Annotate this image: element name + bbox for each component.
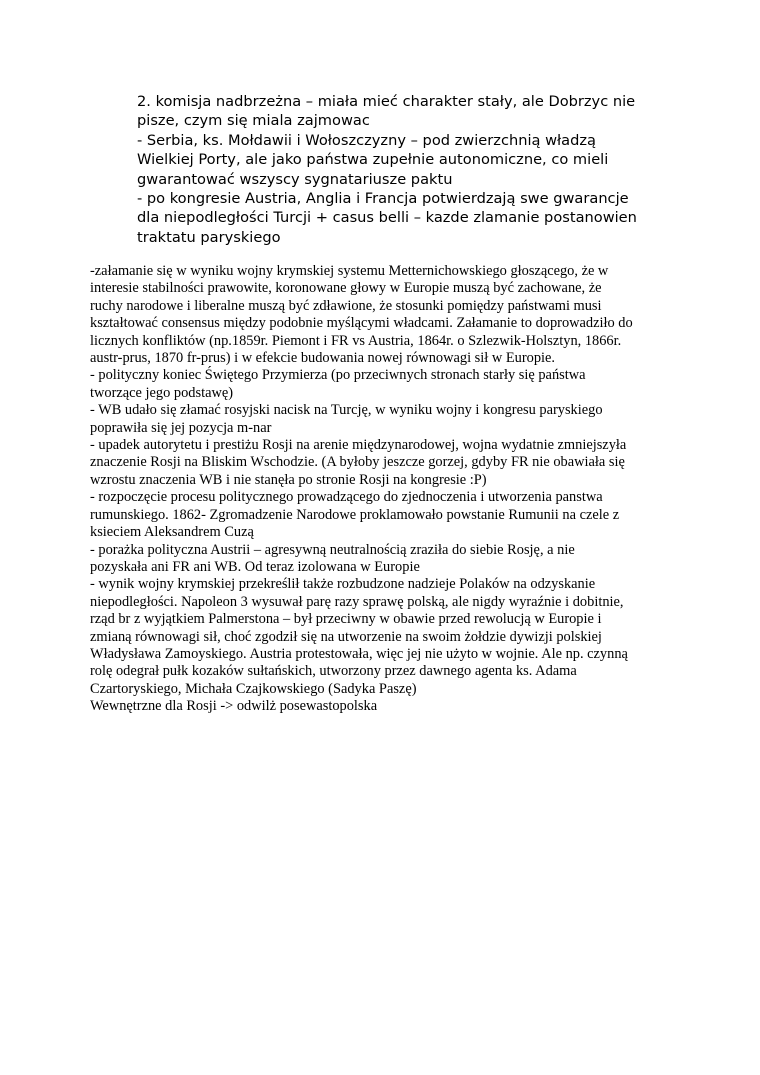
text-line: rolę odegrał pułk kozaków sułtańskich, utworzony przez dawnego agenta ks. Adama [90, 663, 577, 680]
text-line: poprawiła się jej pozycja m-nar [90, 419, 272, 436]
text-line: austr-prus, 1870 fr-prus) i w efekcie budowania nowej równowagi sił w Europie. [90, 350, 555, 367]
text-line: - WB udało się złamać rosyjski nacisk na Turcję, w wyniku wojny i kongresu paryskiego [90, 402, 603, 419]
text-line: ksieciem Aleksandrem Cuzą [90, 524, 254, 541]
text-line: tworzące jego podstawę) [90, 384, 234, 401]
text-line: znaczenie Rosji na Bliskim Wschodzie. (A byłoby jeszcze gorzej, gdyby FR nie obawiała się [90, 454, 625, 471]
text-line: -załamanie się w wyniku wojny krymskiej systemu Metternichowskiego głoszącego, że w [90, 263, 609, 279]
text-line: gwarantować wszyscy sygnatariusze paktu [137, 170, 453, 188]
text-line: - Serbia, ks. Mołdawii i Wołoszczyzny – pod zwierzchnią władzą [137, 131, 596, 149]
text-line: rumunskiego. 1862- Zgromadzenie Narodowe proklamowało powstanie Rumunii na czele z [90, 506, 620, 523]
text-line: traktatu paryskiego [137, 228, 281, 246]
text-line: Wielkiej Porty, ale jako państwa zupełnie autonomiczne, co mieli [137, 151, 609, 169]
text-line: 2. komisja nadbrzeżna – miała mieć charakter stały, ale Dobrzyc nie [137, 93, 636, 110]
text-line: dla niepodległości Turcji + casus belli – kazde zlamanie postanowien [137, 209, 637, 227]
text-line: - rozpoczęcie procesu politycznego prowadzącego do zjednoczenia i utworzenia panstwa [90, 489, 603, 506]
text-line: Władysława Zamoyskiego. Austria protestowała, więc jej nie użyto w wojnie. Ale np. czynną [90, 645, 628, 662]
text-line: wzrostu znaczenia WB i nie stanęła po stronie Rosji na kongresie :P) [90, 471, 487, 488]
text-line: Wewnętrzne dla Rosji -> odwilż posewastopolska [90, 698, 378, 715]
text-line: - porażka polityczna Austrii – agresywną neutralnością zraziła do siebie Rosję, a nie [90, 541, 575, 558]
text-line: rząd br z wyjątkiem Palmerstona – był przeciwny w obawie przed rewolucją w Europie i [90, 611, 602, 628]
text-line: licznych konfliktów (np.1859r. Piemont i FR vs Austria, 1864r. o Szlezwik-Holsztyn, 1866r. [90, 332, 622, 349]
text-line: Czartoryskiego, Michała Czajkowskiego (Sadyka Paszę) [90, 680, 417, 697]
text-line: - upadek autorytetu i prestiżu Rosji na arenie międzynarodowej, wojna wydatnie zmniejszyła [90, 437, 627, 454]
text-line: niepodległości. Napoleon 3 wysuwał parę razy sprawę polską, ale nigdy wyraźnie i dobitnie, [90, 593, 624, 610]
text-line: kształtować consensus między podobnie myślącymi władcami. Załamanie to doprowadziło do [90, 315, 633, 332]
text-line: pisze, czym się miala zajmowac [137, 112, 370, 130]
text-line: ruchy narodowe i liberalne muszą być zdławione, że stosunki pomiędzy państwami musi [90, 297, 602, 314]
text-line: interesie stabilności prawowite, koronowane głowy w Europie muszą być zachowane, że [90, 280, 602, 297]
main-serif-paragraph [90, 263, 680, 716]
text-line: - po kongresie Austria, Anglia i Francja potwierdzają swe gwarancje [137, 190, 629, 208]
indented-sans-paragraph [137, 92, 682, 247]
text-line: pozyskała ani FR ani WB. Od teraz izolowana w Europie [90, 558, 420, 575]
text-line: zmianą równowagi sił, choć zgodził się na utworzenie na swoim żołdzie dywizji polskiej [90, 628, 602, 645]
text-line: - polityczny koniec Świętego Przymierza (po przeciwnych stronach starły się państwa [90, 367, 586, 384]
text-line: - wynik wojny krymskiej przekreślił także rozbudzone nadzieje Polaków na odzyskanie [90, 576, 596, 593]
